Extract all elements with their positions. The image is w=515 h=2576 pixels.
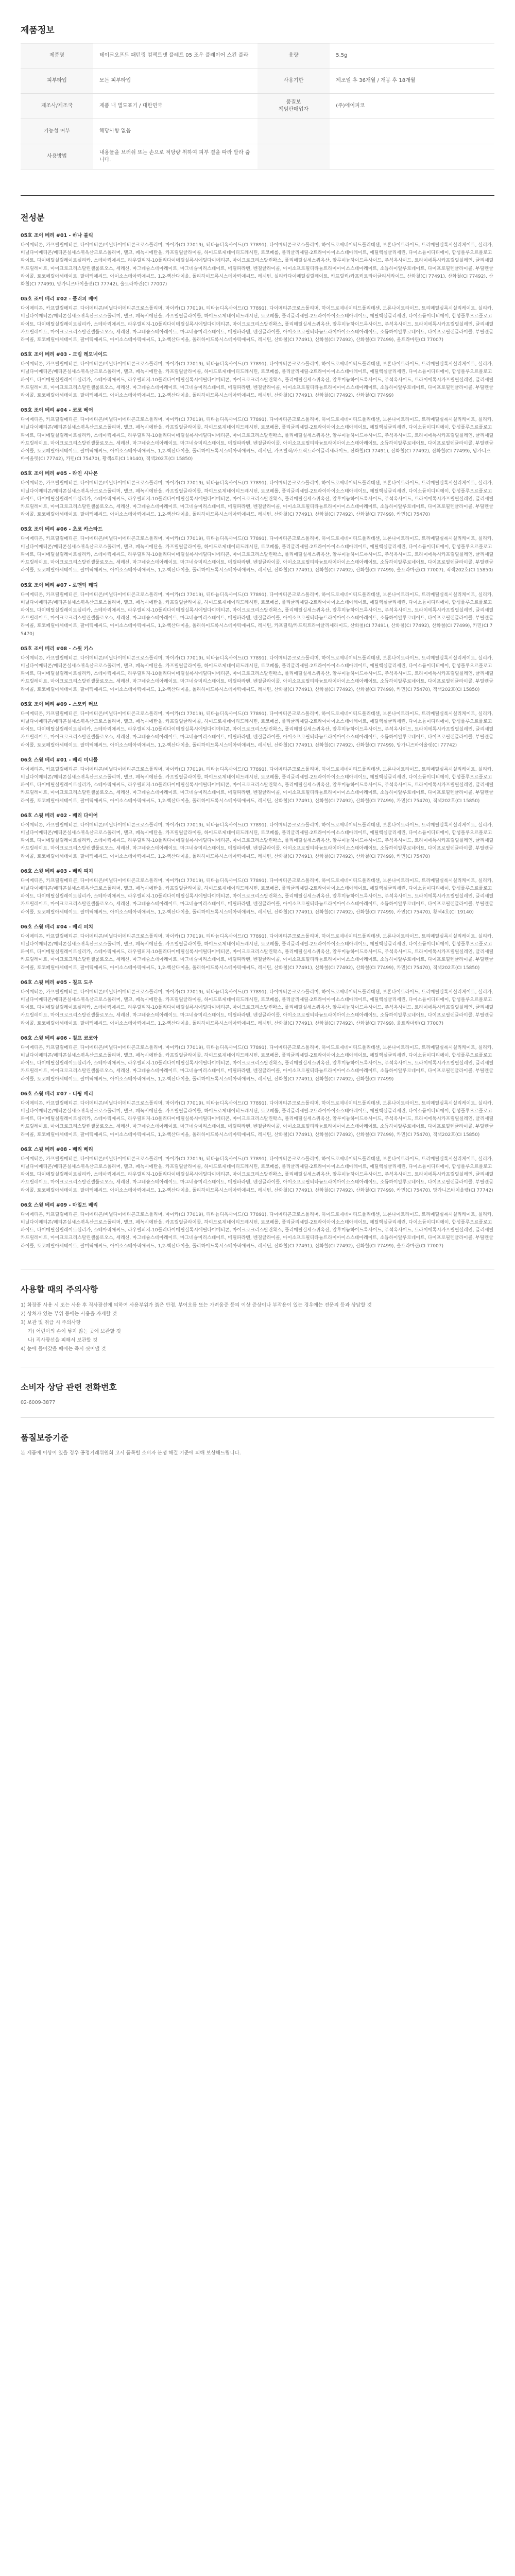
ingredient-item bbox=[21, 646, 494, 694]
cs-title: 소비자 상담 관련 전화번호 bbox=[21, 1367, 494, 1399]
quality-text: 본 제품에 이상이 있을 경우 공정거래위원회 고시 품목별 소비자 분쟁 해결 기준에 의해 보상해드립니다. bbox=[21, 1450, 241, 1456]
info-label bbox=[258, 119, 330, 144]
ingredient-text: 다이메티콘, 카프릴릴메티콘, 다이메티콘/비닐다이메티콘크로스폴리머, 마이카(CI 77019), 티타늄디옥사이드(CI 77891), 다이메티콘크로스폴리머, 하이드로제네이티드폴리데센, 보론나이트라이드, 트리메틸실록시실리케이트, 실리카, 비닐다이메티콘/메티콘실세스퀴옥산크로스폴리머, 탤크, 페녹시에탄올, 카프릴릴글라이콜, 하이드로제네이티드레시틴, 토코페롤, 폴리글리세릴-2트라이아이소스테아레이트, 에틸헥실글리세린, 다이소듐이디티에이, 합성플루오르플로고파이트, 다이메틸실릴레이트실리카, 스테아릭애씨드, 라우릴피지-10폴리다이메틸실록시에틸다이메티콘, 마이크로크리스탈린왁스, 폴리메틸실세스퀴옥산, 알루미늄하이드록사이드, 주석옥사이드, 트라이에톡시카프릴릴실레인, 글리세릴카프릴레이트, 마이크로크리스탈린셀룰로오스, 세레신, 마그네슘스테아레이트, 마그네슘미리스테이트, 메틸파라벤, 벤질글라이콜, 아이소프로필티타늄트라이아이소스테아레이트, 소듐하이알루로네이트, 다이프로필렌글라이콜, 부틸렌글라이콜, 토코페릴아세테이트, 팔미틱애씨드, 아이소스테아릭애씨드, 1,2-헥산다이올, 폴리하이드록시스테아릭애씨드, 레시틴, 산화철(CI 77491), 산화철(CI 77492), 산화철(CI 77499), 망가니즈바이올렛(CI 77742) bbox=[21, 711, 494, 748]
info-value: 테이크오프드 패턴링 컴팩트넷 플레트 05 조우 플레이어 스킨 플라 bbox=[93, 43, 258, 69]
ingredient-text: 다이메티콘, 카프릴릴메티콘, 다이메티콘/비닐다이메티콘크로스폴리머, 마이카(CI 77019), 티타늄디옥사이드(CI 77891), 다이메티콘크로스폴리머, 하이드로제네이티드폴리데센, 보론나이트라이드, 트리메틸실록시실리케이트, 실리카, 비닐다이메티콘/메티콘실세스퀴옥산크로스폴리머, 탤크, 페녹시에탄올, 카프릴릴글라이콜, 하이드로제네이티드레시틴, 토코페롤, 폴리글리세릴-2트라이아이소스테아레이트, 에틸헥실글리세린, 다이소듐이디티에이, 합성플루오르플로고파이트, 다이메틸실릴레이트실리카, 스테아릭애씨드, 라우릴피지-10폴리다이메틸실록시에틸다이메티콘, 마이크로크리스탈린왁스, 폴리메틸실세스퀴옥산, 알루미늄하이드록사이드, 주석옥사이드, 트라이에톡시카프릴릴실레인, 글리세릴카프릴레이트, 마이크로크리스탈린셀룰로오스, 세레신, 마그네슘스테아레이트, 마그네슘미리스테이트, 메틸파라벤, 벤질글라이콜, 아이소프로필티타늄트라이아이소스테아레이트, 소듐하이알루로네이트, 다이프로필렌글라이콜, 부틸렌글라이콜, 토코페릴아세테이트, 팔미틱애씨드, 아이소스테아릭애씨드, 1,2-헥산다이올, 폴리하이드록시스테아릭애씨드, 레시틴, 산화철(CI 77491), 산화철(CI 77492), 산화철(CI 77499), 카민(CI 75470), 적색202호(CI 15850) bbox=[21, 655, 494, 692]
ingredient-text: 다이메티콘, 카프릴릴메티콘, 다이메티콘/비닐다이메티콘크로스폴리머, 마이카(CI 77019), 티타늄디옥사이드(CI 77891), 다이메티콘크로스폴리머, 하이드로제네이티드폴리데센, 보론나이트라이드, 트리메틸실록시실리케이트, 실리카, 비닐다이메티콘/메티콘실세스퀴옥산크로스폴리머, 탤크, 페녹시에탄올, 카프릴릴글라이콜, 하이드로제네이티드레시틴, 토코페롤, 폴리글리세릴-2트라이아이소스테아레이트, 에틸헥실글리세린, 다이소듐이디티에이, 합성플루오르플로고파이트, 다이메틸실릴레이트실리카, 스테아릭애씨드, 라우릴피지-10폴리다이메틸실록시에틸다이메티콘, 마이크로크리스탈린왁스, 폴리메틸실세스퀴옥산, 알루미늄하이드록사이드, 주석옥사이드, 트라이에톡시카프릴릴실레인, 글리세릴카프릴레이트, 마이크로크리스탈린셀룰로오스, 세레신, 마그네슘스테아레이트, 마그네슘미리스테이트, 메틸파라벤, 벤질글라이콜, 아이소프로필티타늄트라이아이소스테아레이트, 소듐하이알루로네이트, 다이프로필렌글라이콜, 부틸렌글라이콜, 토코페릴아세테이트, 팔미틱애씨드, 아이소스테아릭애씨드, 1,2-헥산다이올, 폴리하이드록시스테아릭애씨드, 레시틴, 산화철(CI 77491), 산화철(CI 77492), 산화철(CI 77499), 울트라마린(CI 77007), 적색202호(CI 15850) bbox=[21, 536, 494, 573]
info-row bbox=[21, 69, 494, 94]
ingredient-text: 다이메티콘, 카프릴릴메티콘, 다이메티콘/비닐다이메티콘크로스폴리머, 마이카(CI 77019), 티타늄디옥사이드(CI 77891), 다이메티콘크로스폴리머, 하이드로제네이티드폴리데센, 보론나이트라이드, 트리메틸실록시실리케이트, 실리카, 비닐다이메티콘/메티콘실세스퀴옥산크로스폴리머, 탤크, 페녹시에탄올, 카프릴릴글라이콜, 하이드로제네이티드레시틴, 토코페롤, 폴리글리세릴-2트라이아이소스테아레이트, 에틸헥실글리세린, 다이소듐이디티에이, 합성플루오르플로고파이트, 다이메틸실릴레이트실리카, 스테아릭애씨드, 라우릴피지-10폴리다이메틸실록시에틸다이메티콘, 마이크로크리스탈린왁스, 폴리메틸실세스퀴옥산, 알루미늄하이드록사이드, 주석옥사이드, 트라이에톡시카프릴릴실레인, 글리세릴카프릴레이트, 마이크로크리스탈린셀룰로오스, 세레신, 마그네슘스테아레이트, 마그네슘미리스테이트, 메틸파라벤, 벤질글라이콜, 아이소프로필티타늄트라이아이소스테아레이트, 소듐하이알루로네이트, 다이프로필렌글라이콜, 부틸렌글라이콜, 토코페릴아세테이트, 팔미틱애씨드, 아이소스테아릭애씨드, 1,2-헥산다이올, 폴리하이드록시스테아릭애씨드, 레시틴, 카프릴릭/카프릭트라이글리세라이드, 산화철(CI 77491), 산화철(CI 77492), 산화철(CI 77499), 카민(CI 75470) bbox=[21, 592, 494, 637]
ingredient-item bbox=[21, 407, 494, 463]
caution-item: 3) 보관 및 취급 시 주의사항 bbox=[21, 1319, 81, 1326]
quality-title: 품질보증기준 bbox=[21, 1417, 494, 1449]
caution-item: 2) 상처가 있는 부위 등에는 사용을 자제할 것 bbox=[21, 1311, 117, 1317]
ingredient-text: 다이메티콘, 카프릴릴메티콘, 다이메티콘/비닐다이메티콘크로스폴리머, 마이카(CI 77019), 티타늄디옥사이드(CI 77891), 다이메티콘크로스폴리머, 하이드로제네이티드폴리데센, 보론나이트라이드, 트리메틸실록시실리케이트, 실리카, 비닐다이메티콘/메티콘실세스퀴옥산크로스폴리머, 탤크, 페녹시에탄올, 카프릴릴글라이콜, 하이드로제네이티드레시틴, 토코페롤, 폴리글리세릴-2트라이아이소스테아레이트, 에틸헥실글리세린, 다이소듐이디티에이, 합성플루오르플로고파이트, 다이메틸실릴레이트실리카, 스테아릭애씨드, 라우릴피지-10폴리다이메틸실록시에틸다이메티콘, 마이크로크리스탈린왁스, 폴리메틸실세스퀴옥산, 알루미늄하이드록사이드, 주석옥사이드, 트라이에톡시카프릴릴실레인, 글리세릴카프릴레이트, 마이크로크리스탈린셀룰로오스, 세레신, 마그네슘스테아레이트, 마그네슘미리스테이트, 메틸파라벤, 벤질글라이콜, 아이소프로필티타늄트라이아이소스테아레이트, 소듐하이알루로네이트, 다이프로필렌글라이콜, 부틸렌글라이콜, 토코페릴아세테이트, 팔미틱애씨드, 아이소스테아릭애씨드, 1,2-헥산다이올, 폴리하이드록시스테아릭애씨드, 레시틴, 실리카다이메틸실릴레이트, 카프릴릭/카프릭트라이글리세라이드, 산화철(CI 77491), 산화철(CI 77492), 산화철(CI 77499), 망가니즈바이올렛(CI 77742), 울트라마린(CI 77007) bbox=[21, 243, 494, 287]
ingredient-text: 다이메티콘, 카프릴릴메티콘, 다이메티콘/비닐다이메티콘크로스폴리머, 마이카(CI 77019), 티타늄디옥사이드(CI 77891), 다이메티콘크로스폴리머, 하이드로제네이티드폴리데센, 보론나이트라이드, 트리메틸실록시실리케이트, 실리카, 비닐다이메티콘/메티콘실세스퀴옥산크로스폴리머, 탤크, 페녹시에탄올, 카프릴릴글라이콜, 하이드로제네이티드레시틴, 토코페롤, 폴리글리세릴-2트라이아이소스테아레이트, 에틸헥실글리세린, 다이소듐이디티에이, 합성플루오르플로고파이트, 다이메틸실릴레이트실리카, 스테아릭애씨드, 라우릴피지-10폴리다이메틸실록시에틸다이메티콘, 마이크로크리스탈린왁스, 폴리메틸실세스퀴옥산, 알루미늄하이드록사이드, 주석옥사이드, 트라이에톡시카프릴릴실레인, 글리세릴카프릴레이트, 마이크로크리스탈린셀룰로오스, 세레신, 마그네슘스테아레이트, 마그네슘미리스테이트, 메틸파라벤, 벤질글라이콜, 아이소프로필티타늄트라이아이소스테아레이트, 소듐하이알루로네이트, 다이프로필렌글라이콜, 부틸렌글라이콜, 토코페릴아세테이트, 팔미틱애씨드, 아이소스테아릭애씨드, 1,2-헥산다이올, 폴리하이드록시스테아릭애씨드, 레시틴, 산화철(CI 77491), 산화철(CI 77492), 산화철(CI 77499), 울트라마린(CI 77007) bbox=[21, 989, 494, 1026]
ingredient-item bbox=[21, 701, 494, 750]
caution-item: 1) 화장품 사용 시 또는 사용 후 직사광선에 의하여 사용부위가 붉은 반점, 부어오름 또는 가려움증 등의 이상 증상이나 부작용이 있는 경우에는 전문의 등과 상담할 것 bbox=[21, 1302, 372, 1308]
ingredient-item bbox=[21, 868, 494, 917]
notice-section bbox=[21, 1269, 494, 1468]
ingredient-product-name: 05호 조이 베리 #02 - 플러피 베어 bbox=[21, 296, 98, 302]
ingredient-item bbox=[21, 470, 494, 519]
ingredient-product-name: 05호 조이 베리 #01 - 하나 블릭 bbox=[21, 233, 93, 239]
ingredient-item bbox=[21, 582, 494, 638]
info-value: (주)에이피코 bbox=[330, 94, 494, 119]
ingredient-product-name: 06호 스윗 베리 #01 - 베리 미니몰 bbox=[21, 757, 98, 763]
ingredient-product-name: 05호 조이 베리 #04 - 코코 베어 bbox=[21, 408, 93, 414]
ingredient-product-name: 06호 스윗 베리 #02 - 베리 다이어 bbox=[21, 812, 98, 819]
ingredient-product-name: 06호 스윗 베리 #03 - 베리 피치 bbox=[21, 868, 93, 874]
ingredient-text: 다이메티콘, 카프릴릴메티콘, 다이메티콘/비닐다이메티콘크로스폴리머, 마이카(CI 77019), 티타늄디옥사이드(CI 77891), 다이메티콘크로스폴리머, 하이드로제네이티드폴리데센, 보론나이트라이드, 트리메틸실록시실리케이트, 실리카, 비닐다이메티콘/메티콘실세스퀴옥산크로스폴리머, 탤크, 페녹시에탄올, 카프릴릴글라이콜, 하이드로제네이티드레시틴, 토코페롤, 폴리글리세릴-2트라이아이소스테아레이트, 에틸헥실글리세린, 다이소듐이디티에이, 합성플루오르플로고파이트, 다이메틸실릴레이트실리카, 스테아릭애씨드, 라우릴피지-10폴리다이메틸실록시에틸다이메티콘, 마이크로크리스탈린왁스, 폴리메틸실세스퀴옥산, 알루미늄하이드록사이드, 주석옥사이드, 트라이에톡시카프릴릴실레인, 글리세릴카프릴레이트, 마이크로크리스탈린셀룰로오스, 세레신, 마그네슘스테아레이트, 마그네슘미리스테이트, 메틸파라벤, 벤질글라이콜, 아이소프로필티타늄트라이아이소스테아레이트, 소듐하이알루로네이트, 다이프로필렌글라이콜, 부틸렌글라이콜, 토코페릴아세테이트, 팔미틱애씨드, 아이소스테아릭애씨드, 1,2-헥산다이올, 폴리하이드록시스테아릭애씨드, 레시틴, 산화철(CI 77491), 산화철(CI 77492), 산화철(CI 77499), 카민(CI 75470) bbox=[21, 822, 494, 859]
ingredient-text: 다이메티콘, 카프릴릴메티콘, 다이메티콘/비닐다이메티콘크로스폴리머, 마이카(CI 77019), 티타늄디옥사이드(CI 77891), 다이메티콘크로스폴리머, 하이드로제네이티드폴리데센, 보론나이트라이드, 트리메틸실록시실리케이트, 실리카, 비닐다이메티콘/메티콘실세스퀴옥산크로스폴리머, 탤크, 페녹시에탄올, 카프릴릴글라이콜, 하이드로제네이티드레시틴, 토코페롤, 폴리글리세릴-2트라이아이소스테아레이트, 에틸헥실글리세린, 다이소듐이디티에이, 합성플루오르플로고파이트, 다이메틸실릴레이트실리카, 스테아릭애씨드, 라우릴피지-10폴리다이메틸실록시에틸다이메티콘, 마이크로크리스탈린왁스, 폴리메틸실세스퀴옥산, 알루미늄하이드록사이드, 주석옥사이드, 트라이에톡시카프릴릴실레인, 글리세릴카프릴레이트, 마이크로크리스탈린셀룰로오스, 세레신, 마그네슘스테아레이트, 마그네슘미리스테이트, 메틸파라벤, 벤질글라이콜, 아이소프로필티타늄트라이아이소스테아레이트, 소듐하이알루로네이트, 다이프로필렌글라이콜, 부틸렌글라이콜, 토코페릴아세테이트, 팔미틱애씨드, 아이소스테아릭애씨드, 1,2-헥산다이올, 폴리하이드록시스테아릭애씨드, 레시틴, 산화철(CI 77491), 산화철(CI 77492), 산화철(CI 77499), 울트라마린(CI 77007) bbox=[21, 306, 494, 343]
info-value: 제품 내 별도표기 / 대한민국 bbox=[93, 94, 258, 119]
info-label: 용량 bbox=[258, 43, 330, 69]
caution-item: 4) 눈에 들어갔을 때에는 즉시 씻어낼 것 bbox=[21, 1346, 106, 1352]
ingredient-product-name: 05호 조이 베리 #07 - 로맨틱 테디 bbox=[21, 582, 98, 588]
ingredient-product-name: 06호 스윗 베리 #07 - 디핑 베리 bbox=[21, 1091, 93, 1097]
ingredient-product-name: 05호 조이 베리 #05 - 라인 시나몬 bbox=[21, 471, 98, 477]
info-value: 제조일 후 36개월 / 개봉 후 18개월 bbox=[330, 69, 494, 94]
ingredient-product-name: 06호 스윗 베리 #05 - 칠프 도우 bbox=[21, 979, 93, 986]
info-row bbox=[21, 43, 494, 69]
ingredient-product-name: 05호 조이 베리 #08 - 스윗 키스 bbox=[21, 646, 93, 652]
caution-item: 가) 어린이의 손이 닿지 않는 곳에 보관할 것 bbox=[28, 1328, 121, 1334]
info-row bbox=[21, 144, 494, 170]
ingredient-item bbox=[21, 924, 494, 972]
ingredient-product-name: 06호 스윗 베리 #08 - 베리 베리 bbox=[21, 1146, 93, 1153]
ingredient-product-name: 05호 조이 베리 #09 - 스모키 러브 bbox=[21, 701, 98, 707]
ingredient-text: 다이메티콘, 카프릴릴메티콘, 다이메티콘/비닐다이메티콘크로스폴리머, 마이카(CI 77019), 티타늄디옥사이드(CI 77891), 다이메티콘크로스폴리머, 하이드로제네이티드폴리데센, 보론나이트라이드, 트리메틸실록시실리케이트, 실리카, 비닐다이메티콘/메티콘실세스퀴옥산크로스폴리머, 탤크, 페녹시에탄올, 카프릴릴글라이콜, 하이드로제네이티드레시틴, 토코페롤, 폴리글리세릴-2트라이아이소스테아레이트, 에틸헥실글리세린, 다이소듐이디티에이, 합성플루오르플로고파이트, 다이메틸실릴레이트실리카, 스테아릭애씨드, 라우릴피지-10폴리다이메틸실록시에틸다이메티콘, 마이크로크리스탈린왁스, 폴리메틸실세스퀴옥산, 알루미늄하이드록사이드, 주석옥사이드, 트라이에톡시카프릴릴실레인, 글리세릴카프릴레이트, 마이크로크리스탈린셀룰로오스, 세레신, 마그네슘스테아레이트, 마그네슘미리스테이트, 메틸파라벤, 벤질글라이콜, 아이소프로필티타늄트라이아이소스테아레이트, 소듐하이알루로네이트, 다이프로필렌글라이콜, 부틸렌글라이콜, 토코페릴아세테이트, 팔미틱애씨드, 아이소스테아릭애씨드, 1,2-헥산다이올, 폴리하이드록시스테아릭애씨드, 레시틴, 산화철(CI 77491), 산화철(CI 77492), 산화철(CI 77499), 카민(CI 75470), 황색4호(CI 19140) bbox=[21, 878, 494, 915]
ingredient-item bbox=[21, 812, 494, 861]
info-label: 사용방법 bbox=[21, 144, 93, 170]
info-value: 모든 피부타입 bbox=[93, 69, 258, 94]
ingredient-item bbox=[21, 1091, 494, 1139]
ingredients-section bbox=[21, 195, 494, 1250]
ingredient-item bbox=[21, 526, 494, 574]
ingredient-item bbox=[21, 1035, 494, 1083]
ingredient-product-name: 06호 스윗 베리 #06 - 칠프 코코아 bbox=[21, 1035, 98, 1041]
info-value bbox=[330, 144, 494, 170]
ingredient-product-name: 05호 조이 베리 #06 - 초코 카스타드 bbox=[21, 527, 103, 533]
info-value bbox=[330, 119, 494, 144]
info-label bbox=[258, 144, 330, 170]
caution-title: 사용할 때의 주의사항 bbox=[21, 1269, 494, 1301]
info-label: 사용기한 bbox=[258, 69, 330, 94]
info-label: 기능성 여부 bbox=[21, 119, 93, 144]
caution-item: 나) 직사광선을 피해서 보관할 것 bbox=[28, 1337, 98, 1343]
ingredient-text: 다이메티콘, 카프릴릴메티콘, 다이메티콘/비닐다이메티콘크로스폴리머, 마이카(CI 77019), 티타늄디옥사이드(CI 77891), 다이메티콘크로스폴리머, 하이드로제네이티드폴리데센, 보론나이트라이드, 트리메틸실록시실리케이트, 실리카, 비닐다이메티콘/메티콘실세스퀴옥산크로스폴리머, 탤크, 페녹시에탄올, 카프릴릴글라이콜, 하이드로제네이티드레시틴, 토코페롤, 폴리글리세릴-2트라이아이소스테아레이트, 에틸헥실글리세린, 다이소듐이디티에이, 합성플루오르플로고파이트, 다이메틸실릴레이트실리카, 스테아릭애씨드, 라우릴피지-10폴리다이메틸실록시에틸다이메티콘, 마이크로크리스탈린왁스, 폴리메틸실세스퀴옥산, 알루미늄하이드록사이드, 주석옥사이드, 트라이에톡시카프릴릴실레인, 글리세릴카프릴레이트, 마이크로크리스탈린셀룰로오스, 세레신, 마그네슘스테아레이트, 마그네슘미리스테이트, 메틸파라벤, 벤질글라이콜, 아이소프로필티타늄트라이아이소스테아레이트, 소듐하이알루로네이트, 다이프로필렌글라이콜, 부틸렌글라이콜, 토코페릴아세테이트, 팔미틱애씨드, 아이소스테아릭애씨드, 1,2-헥산다이올, 폴리하이드록시스테아릭애씨드, 레시틴, 산화철(CI 77491), 산화철(CI 77492), 산화철(CI 77499), 울트라마린(CI 77007) bbox=[21, 1212, 494, 1249]
info-label: 제품명 bbox=[21, 43, 93, 69]
product-info-title: 제품정보 bbox=[21, 25, 55, 36]
ingredient-text: 다이메티콘, 카프릴릴메티콘, 다이메티콘/비닐다이메티콘크로스폴리머, 마이카(CI 77019), 티타늄디옥사이드(CI 77891), 다이메티콘크로스폴리머, 하이드로제네이티드폴리데센, 보론나이트라이드, 트리메틸실록시실리케이트, 실리카, 비닐다이메티콘/메티콘실세스퀴옥산크로스폴리머, 탤크, 페녹시에탄올, 카프릴릴글라이콜, 하이드로제네이티드레시틴, 토코페롤, 폴리글리세릴-2트라이아이소스테아레이트, 에틸헥실글리세린, 다이소듐이디티에이, 합성플루오르플로고파이트, 다이메틸실릴레이트실리카, 스테아릭애씨드, 라우릴피지-10폴리다이메틸실록시에틸다이메티콘, 마이크로크리스탈린왁스, 폴리메틸실세스퀴옥산, 알루미늄하이드록사이드, 주석옥사이드, 트라이에톡시카프릴릴실레인, 글리세릴카프릴레이트, 마이크로크리스탈린셀룰로오스, 세레신, 마그네슘스테아레이트, 마그네슘미리스테이트, 메틸파라벤, 벤질글라이콜, 아이소프로필티타늄트라이아이소스테아레이트, 소듐하이알루로네이트, 다이프로필렌글라이콜, 부틸렌글라이콜, 토코페릴아세테이트, 팔미틱애씨드, 아이소스테아릭애씨드, 1,2-헥산다이올, 폴리하이드록시스테아릭애씨드, 레시틴, 산화철(CI 77491), 산화철(CI 77492), 산화철(CI 77499), 카민(CI 75470), 적색202호(CI 15850) bbox=[21, 1100, 494, 1138]
ingredient-text: 다이메티콘, 카프릴릴메티콘, 다이메티콘/비닐다이메티콘크로스폴리머, 마이카(CI 77019), 티타늄디옥사이드(CI 77891), 다이메티콘크로스폴리머, 하이드로제네이티드폴리데센, 보론나이트라이드, 트리메틸실록시실리케이트, 실리카, 비닐다이메티콘/메티콘실세스퀴옥산크로스폴리머, 탤크, 페녹시에탄올, 카프릴릴글라이콜, 하이드로제네이티드레시틴, 토코페롤, 폴리글리세릴-2트라이아이소스테아레이트, 에틸헥실글리세린, 다이소듐이디티에이, 합성플루오르플로고파이트, 다이메틸실릴레이트실리카, 스테아릭애씨드, 라우릴피지-10폴리다이메틸실록시에틸다이메티콘, 마이크로크리스탈린왁스, 폴리메틸실세스퀴옥산, 알루미늄하이드록사이드, 주석옥사이드, 트라이에톡시카프릴릴실레인, 글리세릴카프릴레이트, 마이크로크리스탈린셀룰로오스, 세레신, 마그네슘스테아레이트, 마그네슘미리스테이트, 메틸파라벤, 벤질글라이콜, 아이소프로필티타늄트라이아이소스테아레이트, 소듐하이알루로네이트, 다이프로필렌글라이콜, 부틸렌글라이콜, 토코페릴아세테이트, 팔미틱애씨드, 아이소스테아릭애씨드, 1,2-헥산다이올, 폴리하이드록시스테아릭애씨드, 레시틴, 산화철(CI 77491), 산화철(CI 77492), 산화철(CI 77499), 카민(CI 75470), 망가니즈바이올렛(CI 77742) bbox=[21, 1156, 494, 1193]
ingredient-product-name: 05호 조이 베리 #03 - 크림 레모네이드 bbox=[21, 352, 108, 358]
info-row bbox=[21, 119, 494, 144]
ingredients-list bbox=[21, 232, 494, 1250]
ingredient-item bbox=[21, 232, 494, 289]
info-label: 품질보 책임판매업자 bbox=[258, 94, 330, 119]
ingredient-item bbox=[21, 351, 494, 400]
cs-phone: 02-6009-3877 bbox=[21, 1399, 56, 1405]
ingredient-item bbox=[21, 979, 494, 1028]
info-row bbox=[21, 94, 494, 119]
caution-list bbox=[21, 1301, 494, 1353]
info-value: 해당사항 없음 bbox=[93, 119, 258, 144]
info-label: 피부타입 bbox=[21, 69, 93, 94]
info-label: 제조사/제조국 bbox=[21, 94, 93, 119]
ingredient-item bbox=[21, 757, 494, 805]
ingredients-title: 전성분 bbox=[21, 213, 45, 223]
ingredient-item bbox=[21, 1202, 494, 1250]
ingredient-item bbox=[21, 296, 494, 344]
ingredient-text: 다이메티콘, 카프릴릴메티콘, 다이메티콘/비닐다이메티콘크로스폴리머, 마이카(CI 77019), 티타늄디옥사이드(CI 77891), 다이메티콘크로스폴리머, 하이드로제네이티드폴리데센, 보론나이트라이드, 트리메틸실록시실리케이트, 실리카, 비닐다이메티콘/메티콘실세스퀴옥산크로스폴리머, 탤크, 페녹시에탄올, 카프릴릴글라이콜, 하이드로제네이티드레시틴, 토코페롤, 폴리글리세릴-2트라이아이소스테아레이트, 에틸헥실글리세린, 다이소듐이디티에이, 합성플루오르플로고파이트, 다이메틸실릴레이트실리카, 스테아릭애씨드, 라우릴피지-10폴리다이메틸실록시에틸다이메티콘, 마이크로크리스탈린왁스, 폴리메틸실세스퀴옥산, 알루미늄하이드록사이드, 주석옥사이드, 트라이에톡시카프릴릴실레인, 글리세릴카프릴레이트, 마이크로크리스탈린셀룰로오스, 세레신, 마그네슘스테아레이트, 마그네슘미리스테이트, 메틸파라벤, 벤질글라이콜, 아이소프로필티타늄트라이아이소스테아레이트, 소듐하이알루로네이트, 다이프로필렌글라이콜, 부틸렌글라이콜, 토코페릴아세테이트, 팔미틱애씨드, 아이소스테아릭애씨드, 1,2-헥산다이올, 폴리하이드록시스테아릭애씨드, 레시틴, 산화철(CI 77491), 산화철(CI 77492), 산화철(CI 77499) bbox=[21, 1045, 494, 1082]
ingredient-text: 다이메티콘, 카프릴릴메티콘, 다이메티콘/비닐다이메티콘크로스폴리머, 마이카(CI 77019), 티타늄디옥사이드(CI 77891), 다이메티콘크로스폴리머, 하이드로제네이티드폴리데센, 보론나이트라이드, 트리메틸실록시실리케이트, 실리카, 비닐다이메티콘/메티콘실세스퀴옥산크로스폴리머, 탤크, 페녹시에탄올, 카프릴릴글라이콜, 하이드로제네이티드레시틴, 토코페롤, 폴리글리세릴-2트라이아이소스테아레이트, 에틸헥실글리세린, 다이소듐이디티에이, 합성플루오르플로고파이트, 다이메틸실릴레이트실리카, 스테아릭애씨드, 라우릴피지-10폴리다이메틸실록시에틸다이메티콘, 마이크로크리스탈린왁스, 폴리메틸실세스퀴옥산, 알루미늄하이드록사이드, 주석옥사이드, 트라이에톡시카프릴릴실레인, 글리세릴카프릴레이트, 마이크로크리스탈린셀룰로오스, 세레신, 마그네슘스테아레이트, 마그네슘미리스테이트, 메틸파라벤, 벤질글라이콜, 아이소프로필티타늄트라이아이소스테아레이트, 소듐하이알루로네이트, 다이프로필렌글라이콜, 부틸렌글라이콜, 토코페릴아세테이트, 팔미틱애씨드, 아이소스테아릭애씨드, 1,2-헥산다이올, 폴리하이드록시스테아릭애씨드, 레시틴, 산화철(CI 77491), 산화철(CI 77492), 산화철(CI 77499) bbox=[21, 362, 494, 399]
info-value: 5.5g bbox=[330, 43, 494, 69]
ingredient-item bbox=[21, 1146, 494, 1195]
ingredient-text: 다이메티콘, 카프릴릴메티콘, 다이메티콘/비닐다이메티콘크로스폴리머, 마이카(CI 77019), 티타늄디옥사이드(CI 77891), 다이메티콘크로스폴리머, 하이드로제네이티드폴리데센, 보론나이트라이드, 트리메틸실록시실리케이트, 실리카, 비닐다이메티콘/메티콘실세스퀴옥산크로스폴리머, 탤크, 페녹시에탄올, 카프릴릴글라이콜, 하이드로제네이티드레시틴, 토코페롤, 폴리글리세릴-2트라이아이소스테아레이트, 에틸헥실글리세린, 다이소듐이디티에이, 합성플루오르플로고파이트, 다이메틸실릴레이트실리카, 스테아릭애씨드, 라우릴피지-10폴리다이메틸실록시에틸다이메티콘, 마이크로크리스탈린왁스, 폴리메틸실세스퀴옥산, 알루미늄하이드록사이드, 주석옥사이드, 트라이에톡시카프릴릴실레인, 글리세릴카프릴레이트, 마이크로크리스탈린셀룰로오스, 세레신, 마그네슘스테아레이트, 마그네슘미리스테이트, 메틸파라벤, 벤질글라이콜, 아이소프로필티타늄트라이아이소스테아레이트, 소듐하이알루로네이트, 다이프로필렌글라이콜, 부틸렌글라이콜, 토코페릴아세테이트, 팔미틱애씨드, 아이소스테아릭애씨드, 1,2-헥산다이올, 폴리하이드록시스테아릭애씨드, 레시틴, 카프릴릭/카프릭트라이글리세라이드, 산화철(CI 77491), 산화철(CI 77492), 산화철(CI 77499), 망가니즈바이올렛(CI 77742), 카민(CI 75470), 황색4호(CI 19140), 적색202호(CI 15850) bbox=[21, 417, 494, 462]
ingredient-text: 다이메티콘, 카프릴릴메티콘, 다이메티콘/비닐다이메티콘크로스폴리머, 마이카(CI 77019), 티타늄디옥사이드(CI 77891), 다이메티콘크로스폴리머, 하이드로제네이티드폴리데센, 보론나이트라이드, 트리메틸실록시실리케이트, 실리카, 비닐다이메티콘/메티콘실세스퀴옥산크로스폴리머, 탤크, 페녹시에탄올, 카프릴릴글라이콜, 하이드로제네이티드레시틴, 토코페롤, 폴리글리세릴-2트라이아이소스테아레이트, 에틸헥실글리세린, 다이소듐이디티에이, 합성플루오르플로고파이트, 다이메틸실릴레이트실리카, 스테아릭애씨드, 라우릴피지-10폴리다이메틸실록시에틸다이메티콘, 마이크로크리스탈린왁스, 폴리메틸실세스퀴옥산, 알루미늄하이드록사이드, 주석옥사이드, 트라이에톡시카프릴릴실레인, 글리세릴카프릴레이트, 마이크로크리스탈린셀룰로오스, 세레신, 마그네슘스테아레이트, 마그네슘미리스테이트, 메틸파라벤, 벤질글라이콜, 아이소프로필티타늄트라이아이소스테아레이트, 소듐하이알루로네이트, 다이프로필렌글라이콜, 부틸렌글라이콜, 토코페릴아세테이트, 팔미틱애씨드, 아이소스테아릭애씨드, 1,2-헥산다이올, 폴리하이드록시스테아릭애씨드, 레시틴, 산화철(CI 77491), 산화철(CI 77492), 산화철(CI 77499), 카민(CI 75470), 적색202호(CI 15850) bbox=[21, 767, 494, 804]
ingredient-text: 다이메티콘, 카프릴릴메티콘, 다이메티콘/비닐다이메티콘크로스폴리머, 마이카(CI 77019), 티타늄디옥사이드(CI 77891), 다이메티콘크로스폴리머, 하이드로제네이티드폴리데센, 보론나이트라이드, 트리메틸실록시실리케이트, 실리카, 비닐다이메티콘/메티콘실세스퀴옥산크로스폴리머, 탤크, 페녹시에탄올, 카프릴릴글라이콜, 하이드로제네이티드레시틴, 토코페롤, 폴리글리세릴-2트라이아이소스테아레이트, 에틸헥실글리세린, 다이소듐이디티에이, 합성플루오르플로고파이트, 다이메틸실릴레이트실리카, 스테아릭애씨드, 라우릴피지-10폴리다이메틸실록시에틸다이메티콘, 마이크로크리스탈린왁스, 폴리메틸실세스퀴옥산, 알루미늄하이드록사이드, 주석옥사이드, 트라이에톡시카프릴릴실레인, 글리세릴카프릴레이트, 마이크로크리스탈린셀룰로오스, 세레신, 마그네슘스테아레이트, 마그네슘미리스테이트, 메틸파라벤, 벤질글라이콜, 아이소프로필티타늄트라이아이소스테아레이트, 소듐하이알루로네이트, 다이프로필렌글라이콜, 부틸렌글라이콜, 토코페릴아세테이트, 팔미틱애씨드, 아이소스테아릭애씨드, 1,2-헥산다이올, 폴리하이드록시스테아릭애씨드, 레시틴, 산화철(CI 77491), 산화철(CI 77492), 산화철(CI 77499), 카민(CI 75470), 적색202호(CI 15850) bbox=[21, 934, 494, 971]
ingredient-product-name: 06호 스윗 베리 #09 - 마일드 베리 bbox=[21, 1202, 98, 1208]
product-info-table bbox=[21, 43, 494, 170]
info-value: 내용물을 브러쉬 또는 손으로 적당량 취하여 피부 결을 따라 발라 줍니다. bbox=[93, 144, 258, 170]
ingredient-product-name: 06호 스윗 베리 #04 - 베리 피치 bbox=[21, 924, 93, 930]
ingredient-text: 다이메티콘, 카프릴릴메티콘, 다이메티콘/비닐다이메티콘크로스폴리머, 마이카(CI 77019), 티타늄디옥사이드(CI 77891), 다이메티콘크로스폴리머, 하이드로제네이티드폴리데센, 보론나이트라이드, 트리메틸실록시실리케이트, 실리카, 비닐다이메티콘/메티콘실세스퀴옥산크로스폴리머, 탤크, 페녹시에탄올, 카프릴릴글라이콜, 하이드로제네이티드레시틴, 토코페롤, 폴리글리세릴-2트라이아이소스테아레이트, 에틸헥실글리세린, 다이소듐이디티에이, 합성플루오르플로고파이트, 다이메틸실릴레이트실리카, 스테아릭애씨드, 라우릴피지-10폴리다이메틸실록시에틸다이메티콘, 마이크로크리스탈린왁스, 폴리메틸실세스퀴옥산, 알루미늄하이드록사이드, 주석옥사이드, 트라이에톡시카프릴릴실레인, 글리세릴카프릴레이트, 마이크로크리스탈린셀룰로오스, 세레신, 마그네슘스테아레이트, 마그네슘미리스테이트, 메틸파라벤, 벤질글라이콜, 아이소프로필티타늄트라이아이소스테아레이트, 소듐하이알루로네이트, 다이프로필렌글라이콜, 부틸렌글라이콜, 토코페릴아세테이트, 팔미틱애씨드, 아이소스테아릭애씨드, 1,2-헥산다이올, 폴리하이드록시스테아릭애씨드, 레시틴, 산화철(CI 77491), 산화철(CI 77492), 산화철(CI 77499), 카민(CI 75470) bbox=[21, 481, 494, 518]
